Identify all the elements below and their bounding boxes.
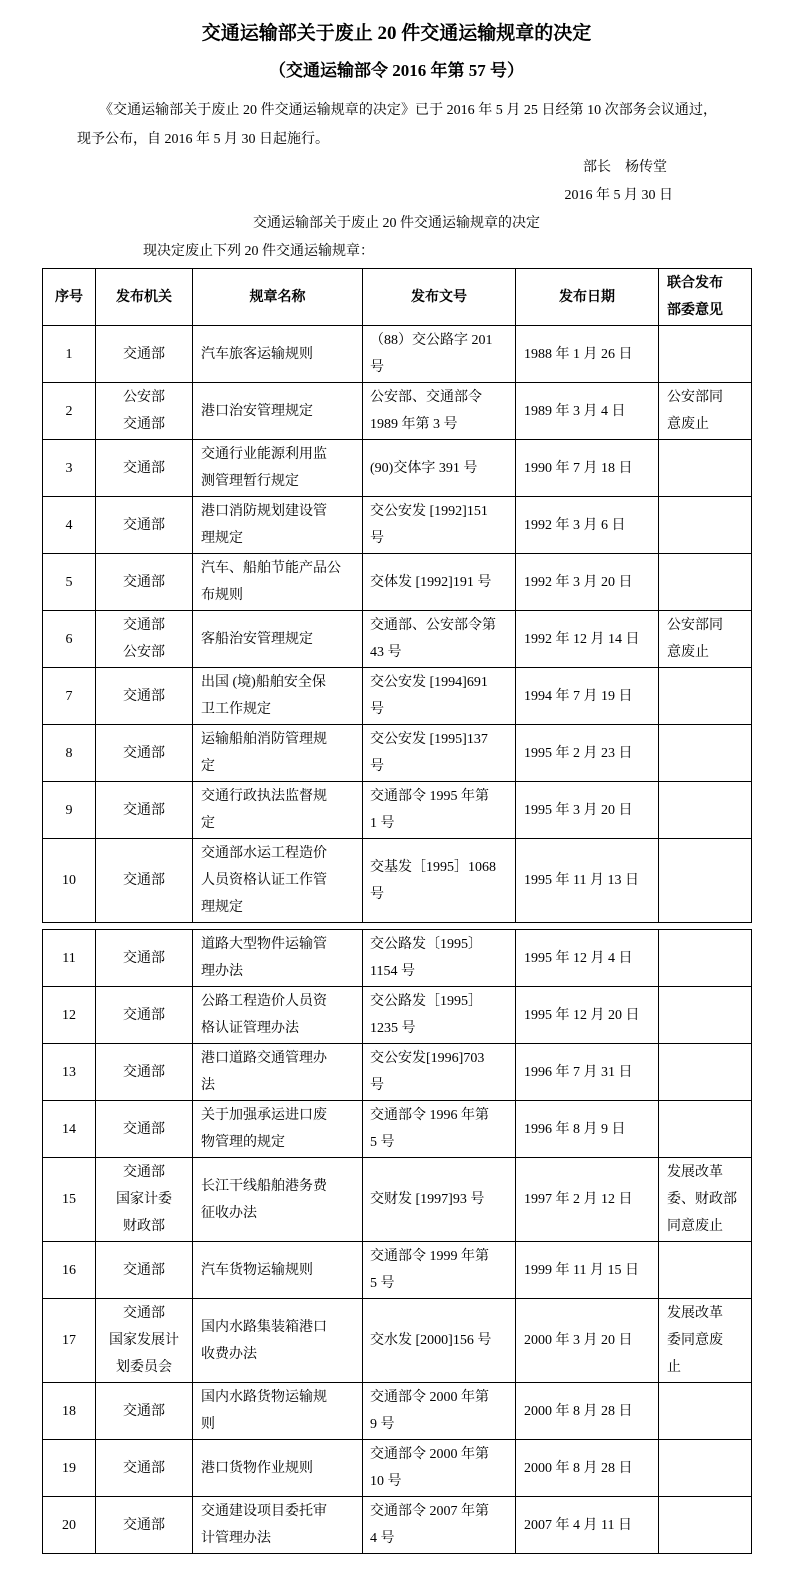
cell-doc-no (363, 1383, 516, 1440)
cell-line: 交通部 (123, 1165, 165, 1180)
cell-line: 号 (370, 531, 384, 546)
cell-agency (96, 554, 193, 611)
cell-opinion (659, 839, 752, 923)
cell-line: 划委员会 (116, 1360, 172, 1375)
cell-name (193, 440, 363, 497)
cell-line: 港口货物作业规则 (201, 1460, 313, 1476)
table-row (43, 554, 752, 611)
cell-name (193, 1299, 363, 1383)
cell-date: 1995 年 11 月 13 日 (516, 839, 659, 923)
cell-line: 格认证管理办法 (201, 1021, 299, 1036)
cell-line: 长江干线船舶港务费 (201, 1178, 327, 1194)
cell-no: 13 (43, 1044, 96, 1101)
table-row (43, 1440, 752, 1497)
cell-opinion (659, 1383, 752, 1440)
cell-date: 1995 年 12 月 4 日 (516, 930, 659, 987)
table-header (43, 269, 752, 326)
table-row (43, 383, 752, 440)
cell-line: (90)交体字 391 号 (370, 460, 478, 476)
cell-name (193, 611, 363, 668)
cell-no: 10 (43, 839, 96, 923)
cell-line: 理办法 (201, 964, 243, 979)
cell-agency (96, 497, 193, 554)
cell-opinion (659, 930, 752, 987)
cell-line: 交水发 [2000]156 号 (370, 1333, 492, 1348)
cell-line: 交通部 (123, 745, 165, 761)
cell-line: 汽车货物运输规则 (201, 1262, 313, 1278)
table-row (43, 326, 752, 383)
cell-doc-no (363, 554, 516, 611)
cell-no: 20 (43, 1497, 96, 1554)
signature-date: 2016 年 5 月 30 日 (564, 188, 673, 203)
cell-line: 交通部令 2007 年第 (370, 1504, 489, 1519)
cell-doc-no (363, 725, 516, 782)
cell-line: 交通部 (123, 1403, 165, 1419)
cell-line: 人员资格认证工作管 (201, 873, 327, 888)
cell-line: 公安部 (123, 645, 165, 660)
cell-date: 1992 年 3 月 20 日 (516, 554, 659, 611)
cell-line: 号 (370, 1078, 384, 1093)
cell-line: 交基发［1995］1068 (370, 859, 496, 875)
cell-doc-no (363, 1242, 516, 1299)
cell-date: 1995 年 2 月 23 日 (516, 725, 659, 782)
table-row (43, 1101, 752, 1158)
table-row (43, 1299, 752, 1383)
table-row (43, 987, 752, 1044)
cell-line: 发展改革 (667, 1306, 723, 1321)
cell-line: 交公路发〔1995〕 (370, 937, 482, 952)
cell-opinion (659, 383, 752, 440)
cell-line: 交通部 (123, 346, 165, 362)
cell-name (193, 930, 363, 987)
cell-line: 港口治安管理规定 (201, 403, 313, 419)
cell-line: 港口道路交通管理办 (201, 1051, 327, 1066)
cell-line: 交通部水运工程造价 (201, 846, 327, 861)
table-row (43, 497, 752, 554)
cell-date: 1988 年 1 月 26 日 (516, 326, 659, 383)
cell-opinion (659, 440, 752, 497)
cell-no: 3 (43, 440, 96, 497)
cell-agency (96, 1299, 193, 1383)
cell-line: 理规定 (201, 531, 243, 546)
table-row (43, 440, 752, 497)
cell-doc-no (363, 782, 516, 839)
cell-line: 物管理的规定 (201, 1135, 285, 1150)
cell-opinion (659, 987, 752, 1044)
cell-name (193, 668, 363, 725)
cell-date: 1994 年 7 月 19 日 (516, 668, 659, 725)
cell-line: 公安部同 (667, 618, 723, 633)
table-row (43, 1497, 752, 1554)
cell-line: 联合发布 (667, 276, 723, 291)
cell-name (193, 554, 363, 611)
cell-no: 4 (43, 497, 96, 554)
cell-agency (96, 725, 193, 782)
cell-line: 理规定 (201, 900, 243, 915)
cell-line: 1154 号 (370, 964, 415, 979)
cell-no: 16 (43, 1242, 96, 1299)
cell-line: 交通部 (123, 574, 165, 590)
cell-line: 交通部令 1999 年第 (370, 1249, 489, 1264)
cell-line: 交通部 (123, 1007, 165, 1023)
cell-name (193, 326, 363, 383)
cell-line: 1989 年第 3 号 (370, 417, 458, 432)
cell-line: 交通部 (123, 618, 165, 633)
cell-agency (96, 440, 193, 497)
document-title: 交通运输部关于废止 20 件交通运输规章的决定 (201, 23, 592, 44)
cell-date: 2000 年 8 月 28 日 (516, 1383, 659, 1440)
cell-doc-no (363, 1101, 516, 1158)
cell-line: 部委意见 (667, 303, 723, 318)
cell-line: 国内水路集装箱港口 (201, 1319, 327, 1335)
cell-line: 交通部 (123, 950, 165, 966)
cell-line: 测管理暂行规定 (201, 474, 299, 489)
cell-line: 关于加强承运进口废 (201, 1108, 327, 1123)
cell-line: 交通部 (123, 460, 165, 476)
cell-line: 发展改革 (667, 1165, 723, 1180)
cell-date: 1989 年 3 月 4 日 (516, 383, 659, 440)
cell-line: 意废止 (667, 645, 709, 660)
cell-name (193, 725, 363, 782)
cell-line: 号 (370, 759, 384, 774)
cell-agency (96, 383, 193, 440)
cell-no: 7 (43, 668, 96, 725)
cell-date: 1996 年 7 月 31 日 (516, 1044, 659, 1101)
cell-line: 公安部 (123, 390, 165, 405)
table-row (43, 1242, 752, 1299)
cell-line: 交通部 (123, 1517, 165, 1533)
cell-line: 5 号 (370, 1276, 395, 1291)
cell-line: 9 号 (370, 1417, 395, 1432)
cell-no: 1 (43, 326, 96, 383)
cell-line: 发布机关 (116, 289, 172, 305)
cell-line: 交通部令 1995 年第 (370, 789, 489, 804)
cell-agency (96, 987, 193, 1044)
cell-line: 定 (201, 816, 215, 831)
cell-line: 止 (667, 1360, 681, 1375)
cell-line: 国家发展计 (109, 1333, 179, 1348)
regulations-table-block-2 (42, 929, 752, 1554)
cell-line: 交通行政执法监督规 (201, 789, 327, 804)
cell-line: 序号 (55, 289, 83, 305)
cell-line: 国内水路货物运输规 (201, 1390, 327, 1405)
cell-date: 1992 年 3 月 6 日 (516, 497, 659, 554)
cell-line: 汽车旅客运输规则 (201, 346, 313, 362)
cell-date: 2000 年 8 月 28 日 (516, 1440, 659, 1497)
table-row (43, 668, 752, 725)
cell-line: 公路工程造价人员资 (201, 994, 327, 1009)
cell-agency (96, 326, 193, 383)
cell-name (193, 1101, 363, 1158)
cell-agency (96, 1497, 193, 1554)
cell-opinion (659, 326, 752, 383)
cell-opinion (659, 611, 752, 668)
cell-opinion (659, 554, 752, 611)
cell-no: 12 (43, 987, 96, 1044)
cell-date: 1999 年 11 月 15 日 (516, 1242, 659, 1299)
cell-no: 15 (43, 1158, 96, 1242)
cell-line: 卫工作规定 (201, 702, 271, 717)
cell-opinion (659, 1497, 752, 1554)
announcement-paragraph: 《交通运输部关于废止 20 件交通运输规章的决定》已于 2016 年 5 月 25 日经第 10 次部务会议通过，现予公布，自 2016 年 5 月 30 日起施行。 (77, 103, 717, 147)
cell-line: 5 号 (370, 1135, 395, 1150)
cell-name (193, 1383, 363, 1440)
table-row (43, 1158, 752, 1242)
cell-line: 运输船舶消防管理规 (201, 732, 327, 747)
cell-line: 交通建设项目委托审 (201, 1504, 327, 1519)
cell-date: 1995 年 12 月 20 日 (516, 987, 659, 1044)
cell-line: 交通部 (123, 1064, 165, 1080)
cell-opinion (659, 1440, 752, 1497)
cell-agency (96, 839, 193, 923)
cell-no: 9 (43, 782, 96, 839)
cell-opinion (659, 1242, 752, 1299)
cell-no: 14 (43, 1101, 96, 1158)
regulations-table-block-1 (42, 268, 752, 923)
cell-line: 交财发 [1997]93 号 (370, 1192, 485, 1207)
cell-line: 财政部 (123, 1219, 165, 1234)
cell-doc-no (363, 1440, 516, 1497)
column-header-opinion (659, 269, 752, 326)
cell-opinion (659, 1299, 752, 1383)
cell-doc-no (363, 611, 516, 668)
cell-date: 2000 年 3 月 20 日 (516, 1299, 659, 1383)
cell-line: 同意废止 (667, 1219, 723, 1234)
cell-line: 法 (201, 1078, 215, 1093)
cell-opinion (659, 668, 752, 725)
cell-agency (96, 1158, 193, 1242)
cell-agency (96, 1101, 193, 1158)
cell-name (193, 1440, 363, 1497)
header-row (43, 269, 752, 326)
cell-line: 委、财政部 (667, 1192, 737, 1207)
cell-line: 交通部 (123, 1262, 165, 1278)
cell-line: 征收办法 (201, 1205, 257, 1221)
cell-doc-no (363, 987, 516, 1044)
cell-line: 1235 号 (370, 1021, 416, 1036)
cell-line: 港口消防规划建设管 (201, 504, 327, 519)
cell-agency (96, 930, 193, 987)
cell-line: 交通部 (123, 688, 165, 704)
cell-opinion (659, 1158, 752, 1242)
cell-line: 交通部令 2000 年第 (370, 1447, 489, 1462)
column-header-doc_no (363, 269, 516, 326)
cell-doc-no (363, 383, 516, 440)
cell-no: 18 (43, 1383, 96, 1440)
cell-doc-no (363, 1044, 516, 1101)
cell-line: 交公安发[1996]703 (370, 1051, 485, 1066)
cell-name (193, 987, 363, 1044)
table-row (43, 725, 752, 782)
cell-doc-no (363, 1158, 516, 1242)
cell-line: 交通部 (123, 1460, 165, 1476)
cell-opinion (659, 1044, 752, 1101)
cell-agency (96, 782, 193, 839)
table-row (43, 611, 752, 668)
cell-line: 意废止 (667, 417, 709, 432)
cell-doc-no (363, 1497, 516, 1554)
cell-no: 2 (43, 383, 96, 440)
cell-doc-no (363, 930, 516, 987)
table-body-1 (43, 326, 752, 923)
cell-line: 布规则 (201, 588, 243, 603)
cell-line: 汽车、船舶节能产品公 (201, 561, 341, 576)
cell-line: 号 (370, 360, 384, 375)
table-row (43, 782, 752, 839)
cell-line: 交公路发［1995］ (370, 994, 482, 1009)
cell-line: 公安部、交通部令 (370, 390, 482, 405)
cell-line: 公安部同 (667, 390, 723, 405)
cell-line: 发布日期 (559, 289, 615, 305)
cell-line: 10 号 (370, 1474, 402, 1489)
cell-line: 道路大型物件运输管 (201, 937, 327, 952)
table-row (43, 839, 752, 923)
cell-line: 交通部 (123, 873, 165, 888)
cell-line: 则 (201, 1417, 215, 1432)
cell-line: 交通部 (123, 802, 165, 818)
cell-line: 交公安发 [1994]691 (370, 675, 488, 690)
cell-no: 11 (43, 930, 96, 987)
cell-doc-no (363, 1299, 516, 1383)
cell-date: 1992 年 12 月 14 日 (516, 611, 659, 668)
cell-line: 交公安发 [1992]151 (370, 504, 488, 519)
cell-opinion (659, 782, 752, 839)
cell-date: 1990 年 7 月 18 日 (516, 440, 659, 497)
table-row (43, 1383, 752, 1440)
cell-name (193, 497, 363, 554)
cell-agency (96, 668, 193, 725)
cell-no: 17 (43, 1299, 96, 1383)
column-header-name (193, 269, 363, 326)
cell-line: 计管理办法 (201, 1531, 271, 1546)
cell-no: 5 (43, 554, 96, 611)
cell-line: 交通部 (123, 417, 165, 432)
cell-line: 委同意废 (667, 1333, 723, 1348)
cell-agency (96, 1383, 193, 1440)
cell-date: 1995 年 3 月 20 日 (516, 782, 659, 839)
cell-opinion (659, 1101, 752, 1158)
cell-doc-no (363, 497, 516, 554)
intro-line: 现决定废止下列 20 件交通运输规章： (143, 244, 374, 259)
cell-name (193, 383, 363, 440)
table-row (43, 930, 752, 987)
cell-line: 定 (201, 759, 215, 774)
cell-line: 4 号 (370, 1531, 395, 1546)
cell-doc-no (363, 839, 516, 923)
cell-date: 1997 年 2 月 12 日 (516, 1158, 659, 1242)
cell-line: （88）交公路字 201 (370, 333, 493, 348)
cell-line: 交通行业能源利用监 (201, 447, 327, 462)
cell-no: 19 (43, 1440, 96, 1497)
cell-agency (96, 1242, 193, 1299)
cell-name (193, 1044, 363, 1101)
cell-doc-no (363, 326, 516, 383)
cell-line: 号 (370, 886, 384, 902)
cell-line: 发布文号 (411, 289, 467, 305)
cell-line: 号 (370, 702, 384, 717)
column-header-no (43, 269, 96, 326)
cell-no: 8 (43, 725, 96, 782)
cell-opinion (659, 497, 752, 554)
cell-line: 交公安发 [1995]137 (370, 732, 488, 747)
section-heading: 交通运输部关于废止 20 件交通运输规章的决定 (253, 216, 540, 231)
cell-date: 1996 年 8 月 9 日 (516, 1101, 659, 1158)
cell-no: 6 (43, 611, 96, 668)
table-body-2 (43, 930, 752, 1554)
cell-opinion (659, 725, 752, 782)
cell-agency (96, 1440, 193, 1497)
cell-line: 出国 (境)船舶安全保 (201, 675, 326, 690)
column-header-date (516, 269, 659, 326)
cell-line: 43 号 (370, 645, 402, 660)
cell-agency (96, 611, 193, 668)
cell-line: 交通部令 2000 年第 (370, 1390, 489, 1405)
cell-line: 交通部 (123, 1306, 165, 1321)
cell-date: 2007 年 4 月 11 日 (516, 1497, 659, 1554)
cell-line: 国家计委 (116, 1192, 172, 1207)
document-subtitle: （交通运输部令 2016 年第 57 号） (269, 61, 524, 80)
cell-line: 交通部 (123, 1121, 165, 1137)
cell-doc-no (363, 668, 516, 725)
cell-agency (96, 1044, 193, 1101)
cell-name (193, 782, 363, 839)
cell-doc-no (363, 440, 516, 497)
cell-line: 交体发 [1992]191 号 (370, 574, 492, 590)
minister-signature: 部长 杨传堂 (583, 160, 667, 175)
cell-name (193, 1242, 363, 1299)
cell-line: 交通部令 1996 年第 (370, 1108, 489, 1123)
cell-line: 交通部、公安部令第 (370, 618, 496, 633)
cell-name (193, 1497, 363, 1554)
column-header-agency (96, 269, 193, 326)
cell-line: 1 号 (370, 816, 395, 831)
cell-line: 客船治安管理规定 (201, 631, 313, 647)
cell-line: 收费办法 (201, 1346, 257, 1362)
table-row (43, 1044, 752, 1101)
cell-line: 规章名称 (249, 289, 306, 305)
cell-line: 交通部 (123, 517, 165, 533)
cell-name (193, 839, 363, 923)
cell-name (193, 1158, 363, 1242)
